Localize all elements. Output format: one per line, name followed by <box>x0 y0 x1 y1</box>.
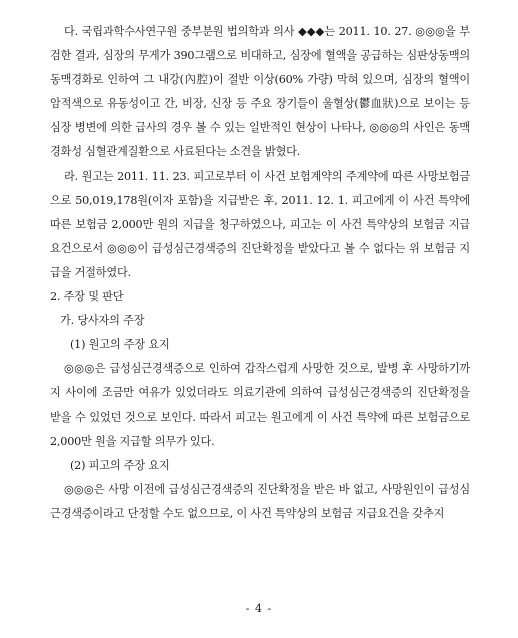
paragraph-da: 다. 국립과학수사연구원 중부분원 법의학과 의사 ◆◆◆는 2011. 10. 27. ◎◎◎을 부검한 결과, 심장의 무게가 390그램으로 비대하고, 심장에 혈액을 공급하는 심판상동맥의 동맥경화로 인하여 그 내강(內腔)이 절반 이상(60% 가량) 막혀 있으며, 심장의 혈액이 암적색으로 유동성이고 간, 비장, 신장 등 주요 장기들이 울혈상(鬱血狀)으로 보이는 등 심장 병변에 의한 급사의 경우 볼 수 있는 일반적인 현상이 나타나, ◎◎◎의 사인은 동맥경화성 심혈관계질환으로 사료된다는 소견을 밝혔다. <box>50 25 470 159</box>
paragraph-plaintiff-claim: ◎◎◎은 급성심근경색증으로 인하여 갑작스럽게 사망한 것으로, 발병 후 사망하기까지 사이에 조금만 여유가 있었더라도 의료기관에 의하여 급성심근경색증의 진단확정을 받을 수 있었던 것으로 보인다. 따라서 피고는 원고에게 이 사건 특약에 따른 보험금으로 2,000만 원을 지급할 의무가 있다. <box>50 362 470 448</box>
page-number: - 4 - <box>245 602 273 615</box>
paragraph-defendant-claim: ◎◎◎은 사망 이전에 급성심근경색증의 진단확정을 받은 바 없고, 사망원인이 급성심근경색증이라고 단정할 수도 없으므로, 이 사건 특약상의 보험금 지급요건을 갖추지 <box>50 482 470 520</box>
body-text <box>50 20 470 526</box>
subheading-defendant-claim: (2) 피고의 주장 요지 <box>70 458 170 472</box>
paragraph-ra: 라. 원고는 2011. 11. 23. 피고로부터 이 사건 보험계약의 주계약에 따른 사망보험금으로 50,019,178원(이자 포함)을 지급받은 후, 2011. 12. 1. 피고에게 이 사건 특약에 따른 보험금 2,000만 원의 지급을 청구하였으나, 피고는 이 사건 특약상의 보험금 지급요건으로서 ◎◎◎이 급성심근경색증의 진단확정을 받았다고 볼 수 없다는 위 보험금 지급을 거절하였다. <box>50 169 470 279</box>
subheading-plaintiff-claim: (1) 원고의 주장 요지 <box>70 338 170 352</box>
subheading-party-claims: 가. 당사자의 주장 <box>60 314 145 328</box>
section-heading-claims-and-judgment: 2. 주장 및 판단 <box>50 290 124 304</box>
